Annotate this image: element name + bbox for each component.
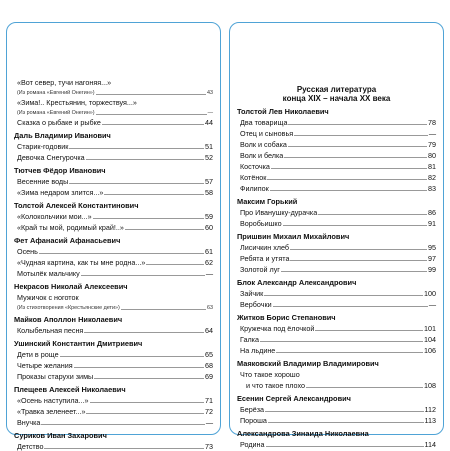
toc-page-number: 71: [205, 396, 213, 405]
toc-entry: [237, 346, 436, 355]
toc-page-number: —: [205, 418, 213, 427]
toc-author: [237, 313, 436, 322]
toc-text: Плещеев Алексей Николаевич: [14, 385, 126, 394]
toc-entry: [237, 129, 436, 138]
toc-text: Филипок: [240, 184, 269, 193]
dot-leader: [290, 260, 427, 261]
toc-text: «Зима недаром злится...»: [17, 188, 104, 197]
dot-leader: [281, 271, 427, 272]
toc-page-number: 62: [205, 258, 213, 267]
toc-text: «Осень наступила...»: [17, 396, 89, 405]
toc-page-number: 97: [428, 254, 436, 263]
toc-entry: [14, 212, 213, 221]
toc-text: «Травка зеленеет...»: [17, 407, 86, 416]
toc-entry: [14, 361, 213, 370]
toc-page-number: —: [428, 129, 436, 138]
dot-leader: [268, 422, 424, 423]
toc-page-number: —: [205, 269, 213, 278]
toc-page-number: 44: [205, 118, 213, 127]
dot-leader: [69, 183, 204, 184]
left-page: [6, 22, 221, 451]
toc-entry: [237, 335, 436, 344]
toc-text: Берёза: [240, 405, 265, 414]
toc-text: Родина: [240, 440, 265, 449]
toc-page-number: 108: [424, 381, 436, 390]
section-title-line1: Русская литература: [296, 85, 377, 94]
toc-text: Мужичок с ноготок: [17, 293, 79, 302]
toc-page-number: 80: [428, 151, 436, 160]
toc-entry: [237, 440, 436, 449]
dot-leader: [104, 194, 204, 195]
toc-page-number: 106: [424, 346, 436, 355]
toc-entry: [14, 177, 213, 186]
toc-page-number: 100: [424, 289, 436, 298]
toc-entry: [14, 78, 213, 87]
dot-leader: [284, 157, 427, 158]
dot-leader: [266, 446, 424, 447]
toc-author: [14, 236, 213, 245]
toc-text: Максим Горький: [237, 197, 298, 206]
toc-page-number: 72: [205, 407, 213, 416]
toc-page-number: 73: [205, 442, 213, 451]
toc-text: Про Иванушку-дурачка: [240, 208, 318, 217]
toc-entry: [237, 300, 436, 309]
toc-page-number: 86: [428, 208, 436, 217]
toc-entry: [14, 142, 213, 151]
toc-entry: [14, 442, 213, 451]
toc-text: Ребята и утята: [240, 254, 290, 263]
dot-leader: [39, 253, 204, 254]
toc-text: Два товарища: [240, 118, 288, 127]
toc-page-number: 52: [205, 153, 213, 162]
toc-text: На льдине: [240, 346, 276, 355]
toc-page-number: 101: [424, 324, 436, 333]
toc-entry: [237, 151, 436, 160]
toc-entry: [237, 243, 436, 252]
toc-entry: [14, 269, 213, 278]
toc-author: [14, 315, 213, 324]
toc-text: Проказы старухи зимы: [17, 372, 94, 381]
toc-entry: [14, 188, 213, 197]
toc-entry: [237, 254, 436, 263]
dot-leader: [273, 306, 428, 307]
toc-page-number: 78: [428, 118, 436, 127]
toc-text: Кружечка под ёлочкой: [240, 324, 315, 333]
toc-text: (Из романа «Евгений Онегин»): [17, 90, 95, 96]
toc-entry: [237, 184, 436, 193]
toc-text: Толстой Лев Николаевич: [237, 107, 329, 116]
toc-text: «Чудная картина, как ты мне родна...»: [17, 258, 146, 267]
toc-text: Волк и собака: [240, 140, 287, 149]
toc-author: [14, 131, 213, 140]
toc-author: [14, 282, 213, 291]
toc-text: Блок Александр Александрович: [237, 278, 357, 287]
dot-leader: [315, 330, 423, 331]
dot-leader: [260, 341, 423, 342]
toc-note: [14, 89, 213, 97]
toc-text: Воробьишко: [240, 219, 282, 228]
toc-page-number: 61: [205, 247, 213, 256]
toc-entry: [14, 118, 213, 127]
toc-page-number: 91: [428, 219, 436, 228]
toc-text: Весенние воды: [17, 177, 69, 186]
toc-author: [14, 166, 213, 175]
toc-text: Тютчев Фёдор Иванович: [14, 166, 106, 175]
toc-page-number: 112: [424, 405, 436, 414]
toc-page-number: 58: [205, 188, 213, 197]
toc-author: [14, 385, 213, 394]
toc-page-number: 79: [428, 140, 436, 149]
toc-entry: [237, 405, 436, 414]
toc-entry: [14, 247, 213, 256]
toc-text: Суриков Иван Захарович: [14, 431, 107, 440]
toc-entry: [237, 416, 436, 425]
toc-text: Золотой луг: [240, 265, 280, 274]
toc-page-number: 68: [205, 361, 213, 370]
toc-text: Житков Борис Степанович: [237, 313, 336, 322]
toc-author: [14, 201, 213, 210]
dot-leader: [265, 411, 424, 412]
toc-text: (Из стихотворения «Крестьянские дети»): [17, 305, 120, 311]
toc-entry: [237, 208, 436, 217]
toc-text: (Из романа «Евгений Онегин»): [17, 110, 95, 116]
dot-leader: [306, 387, 423, 388]
toc-entry: [237, 162, 436, 171]
toc-page-number: 104: [424, 335, 436, 344]
toc-text: Маяковский Владимир Владимирович: [237, 359, 379, 368]
toc-author: [237, 394, 436, 403]
toc-text: Мотылёк мальчику: [17, 269, 80, 278]
toc-text: Старик-годовик: [17, 142, 69, 151]
toc-note: [14, 304, 213, 312]
toc-author: [237, 232, 436, 241]
toc-entry: [14, 372, 213, 381]
toc-text: и что такое плохо: [246, 381, 305, 390]
dot-leader: [270, 190, 427, 191]
toc-page-number: 81: [428, 162, 436, 171]
toc-page-number: 64: [205, 326, 213, 335]
toc-text: «Вот север, тучи нагоняя...»: [17, 78, 112, 87]
dot-leader: [41, 424, 204, 425]
toc-entry: [14, 407, 213, 416]
toc-text: Галка: [240, 335, 259, 344]
toc-entry: [237, 219, 436, 228]
dot-leader: [267, 179, 427, 180]
toc-text: Колыбельная песня: [17, 326, 84, 335]
toc-entry: [14, 418, 213, 427]
dot-leader: [44, 448, 204, 449]
dot-leader: [90, 402, 204, 403]
toc-entry: [14, 350, 213, 359]
toc-text: Пришвин Михаил Михайлович: [237, 232, 350, 241]
dot-leader: [86, 413, 204, 414]
toc-page-number: —: [428, 300, 436, 309]
toc-text: Зайчик: [240, 289, 264, 298]
toc-entry: [237, 118, 436, 127]
right-page: [229, 22, 444, 449]
toc-text: Осень: [17, 247, 38, 256]
toc-page-number: 60: [205, 223, 213, 232]
dot-leader: [125, 229, 204, 230]
toc-text: Лисичкин хлеб: [240, 243, 290, 252]
toc-text: Даль Владимир Иванович: [14, 131, 111, 140]
dot-leader: [94, 378, 204, 379]
toc-entry: [14, 258, 213, 267]
toc-page-number: 51: [205, 142, 213, 151]
toc-page-number: 43: [207, 90, 213, 96]
toc-text: Толстой Алексей Константинович: [14, 201, 139, 210]
dot-leader: [290, 249, 427, 250]
dot-leader: [86, 159, 204, 160]
toc-page-number: 69: [205, 372, 213, 381]
dot-leader: [84, 332, 204, 333]
toc-text: Пороша: [240, 416, 267, 425]
toc-text: Дети в роще: [17, 350, 59, 359]
toc-text: «Край ты мой, родимый край!..»: [17, 223, 124, 232]
toc-text: Девочка Снегурочка: [17, 153, 85, 162]
toc-text: Вербочки: [240, 300, 272, 309]
toc-entry: [237, 324, 436, 333]
toc-page-number: —: [207, 110, 213, 116]
toc-page-number: 65: [205, 350, 213, 359]
toc-text: Ушинский Константин Дмитриевич: [14, 339, 143, 348]
toc-page-number: 99: [428, 265, 436, 274]
toc-text: Фет Афанасий Афанасьевич: [14, 236, 121, 245]
dot-leader: [288, 146, 427, 147]
toc-author: [237, 429, 436, 438]
toc-entry: [237, 289, 436, 298]
toc-text: Сказка о рыбаке и рыбке: [17, 118, 101, 127]
dot-leader: [271, 168, 427, 169]
toc-entry: [237, 265, 436, 274]
toc-text: Майков Аполлон Николаевич: [14, 315, 123, 324]
toc-entry: [14, 326, 213, 335]
toc-author: [237, 107, 436, 116]
toc-entry: [237, 173, 436, 182]
dot-leader: [69, 148, 204, 149]
toc-page-number: 82: [428, 173, 436, 182]
dot-leader: [288, 124, 427, 125]
toc-text: «Колокольчики мои...»: [17, 212, 92, 221]
toc-text: Детство: [17, 442, 44, 451]
toc-text: Некрасов Николай Алексеевич: [14, 282, 128, 291]
toc-text: Волк и белка: [240, 151, 284, 160]
dot-leader: [318, 214, 427, 215]
dot-leader: [276, 352, 423, 353]
toc-author: [237, 197, 436, 206]
left-toc: [14, 23, 213, 451]
toc-entry: [14, 396, 213, 405]
dot-leader: [96, 114, 207, 115]
toc-author: [14, 431, 213, 440]
toc-page-number: 59: [205, 212, 213, 221]
toc-note: [14, 109, 213, 117]
toc-text: Внучка: [17, 418, 41, 427]
toc-text: Косточка: [240, 162, 270, 171]
dot-leader: [93, 218, 204, 219]
dot-leader: [121, 309, 206, 310]
toc-entry: [14, 293, 213, 302]
toc-text: Отец и сыновья: [240, 129, 294, 138]
toc-text: Что такое хорошо: [240, 370, 300, 379]
toc-text: Котёнок: [240, 173, 267, 182]
dot-leader: [264, 295, 423, 296]
toc-text: «Зима!.. Крестьянин, торжествуя...»: [17, 98, 137, 107]
toc-page-number: 83: [428, 184, 436, 193]
toc-text: Четыре желания: [17, 361, 73, 370]
toc-entry: [237, 381, 436, 390]
toc-entry: [14, 153, 213, 162]
toc-page-number: 114: [424, 440, 436, 449]
toc-entry: [237, 140, 436, 149]
dot-leader: [60, 356, 204, 357]
dot-leader: [74, 367, 204, 368]
toc-author: [14, 339, 213, 348]
toc-entry: [14, 223, 213, 232]
dot-leader: [294, 135, 428, 136]
toc-entry: [237, 370, 436, 379]
dot-leader: [81, 275, 205, 276]
toc-text: Александрова Зинаида Николаевна: [237, 429, 369, 438]
dot-leader: [146, 264, 204, 265]
right-toc: [237, 23, 436, 449]
toc-author: [237, 278, 436, 287]
toc-page-number: 57: [205, 177, 213, 186]
section-title-line2: конца XIX – начала XX века: [282, 94, 391, 103]
toc-author: [237, 359, 436, 368]
toc-entry: [14, 98, 213, 107]
dot-leader: [102, 124, 204, 125]
dot-leader: [96, 94, 206, 95]
dot-leader: [283, 225, 427, 226]
toc-page-number: 113: [424, 416, 436, 425]
toc-text: Есенин Сергей Александрович: [237, 394, 351, 403]
toc-page-number: 63: [207, 305, 213, 311]
toc-page-number: 95: [428, 243, 436, 252]
